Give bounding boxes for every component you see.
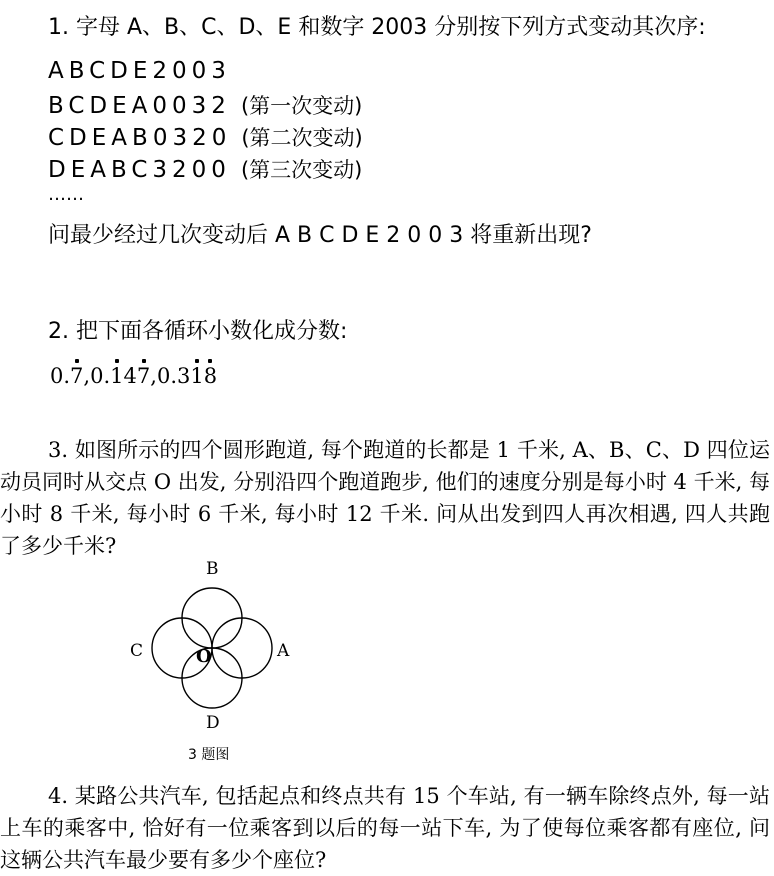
- repeating-digit: 7: [136, 364, 151, 388]
- q1-row-2-note: (第一次变动): [240, 94, 363, 118]
- q1-row-1: [48, 58, 231, 84]
- q1-row-4-seq: DEABC3200: [48, 157, 231, 183]
- q1-row-2-seq: BCDEA0032: [48, 93, 231, 119]
- label-b: B: [206, 559, 219, 579]
- q3-text: 3. 如图所示的四个圆形跑道, 每个跑道的长都是 1 千米, A、B、C、D 四位运动员同时从交点 O 出发, 分别沿四个跑道跑步, 他们的速度分别是每小时 4 千米, 每小时 8 千米, 每小时 6 千米, 每小时 12 千米. 问从出发到四人再次相遇, 四人共跑了多少千米?: [0, 438, 770, 558]
- label-a: A: [277, 641, 290, 661]
- repeating-digit: 7: [70, 364, 84, 388]
- q1-row-3: [48, 122, 363, 152]
- q1-title: 1. 字母 A、B、C、D、E 和数字 2003 分别按下列方式变动其次序:: [48, 15, 706, 40]
- q1-row-4-note: (第三次变动): [240, 158, 363, 182]
- q1-ellipsis: ……: [48, 184, 84, 205]
- repeating-digit: 1: [110, 364, 124, 388]
- q4-text: 4. 某路公共汽车, 包括起点和终点共有 15 个车站, 有一辆车除终点外, 每一站上车的乘客中, 恰好有一位乘客到以后的每一站下车, 为了使每位乘客都有座位, 问这辆公共汽车最少要有多少个座位?: [0, 784, 770, 872]
- decimal-3: 0.318: [156, 364, 218, 388]
- label-d: D: [206, 713, 220, 733]
- repeating-digit: 8: [203, 364, 218, 388]
- q1-row-2: [48, 90, 362, 120]
- circle-a: [212, 618, 272, 678]
- q1-row-3-note: (第二次变动): [241, 126, 363, 150]
- figure-caption: 3 题图: [188, 747, 230, 763]
- decimal-1: 0.7: [50, 364, 84, 388]
- q1-question: 问最少经过几次变动后 A B C D E 2 0 0 3 将重新出现?: [48, 223, 592, 248]
- decimal-2: 0.147: [90, 364, 151, 388]
- label-c: C: [130, 641, 144, 661]
- circle-d: [182, 648, 242, 708]
- q2-decimals: 0.7,0.147,0.318: [50, 364, 218, 388]
- four-circles-figure: [120, 558, 300, 738]
- q1-row-1-seq: ABCDE2003: [48, 58, 231, 84]
- label-o: O: [196, 646, 212, 667]
- repeating-digit: 1: [190, 364, 204, 388]
- q1-row-4: [48, 154, 362, 184]
- q2-title: 2. 把下面各循环小数化成分数:: [48, 319, 348, 344]
- q1-row-3-seq: CDEAB0320: [48, 125, 232, 151]
- circle-b: [182, 588, 242, 648]
